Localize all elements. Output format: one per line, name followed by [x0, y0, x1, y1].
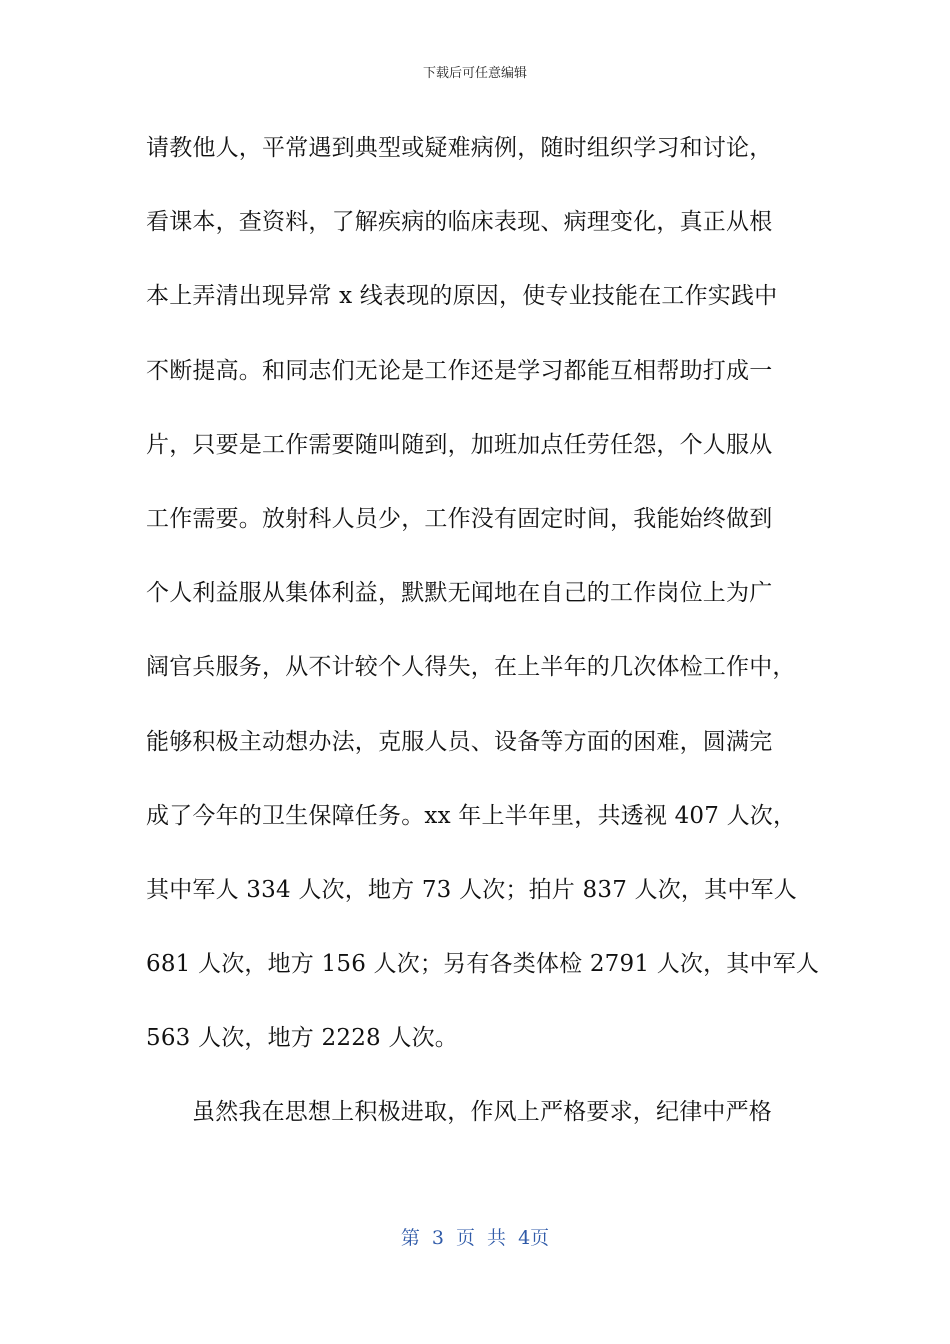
document-body [146, 120, 820, 1159]
body-line-2: 看课本，查资料，了解疾病的临床表现、病理变化，真正从根 [146, 209, 773, 236]
body-line-12: 681 人次，地方 156 人次；另有各类体检 2791 人次，其中军人 [146, 951, 820, 978]
body-line-3: 本上弄清出现异常 x 线表现的原因，使专业技能在工作实践中 [146, 283, 778, 310]
page-header: 下载后可任意编辑 [422, 66, 527, 81]
body-line-10: 成了今年的卫生保障任务。xx 年上半年里，共透视 407 人次， [146, 802, 797, 829]
body-line-6: 工作需要。放射科人员少，工作没有固定时间，我能始终做到 [146, 505, 773, 532]
body-line-13: 563 人次，地方 2228 人次。 [146, 1025, 458, 1052]
page-number-footer: 第 3 页 共 4页 [400, 1227, 550, 1249]
body-line-14-paragraph-start: 虽然我在思想上积极进取，作风上严格要求，纪律中严格 [192, 1099, 772, 1126]
body-line-9: 能够积极主动想办法，克服人员、设备等方面的困难，圆满完 [146, 728, 773, 755]
body-line-5: 片，只要是工作需要随叫随到，加班加点任劳任怨，个人服从 [146, 431, 773, 458]
body-line-11: 其中军人 334 人次，地方 73 人次；拍片 837 人次，其中军人 [146, 876, 797, 903]
body-line-7: 个人利益服从集体利益，默默无闻地在自己的工作岗位上为广 [146, 580, 773, 607]
body-line-8: 阔官兵服务，从不计较个人得失，在上半年的几次体检工作中， [146, 654, 796, 681]
body-line-4: 不断提高。和同志们无论是工作还是学习都能互相帮助打成一 [146, 357, 773, 384]
body-line-1: 请教他人，平常遇到典型或疑难病例，随时组织学习和讨论， [146, 135, 773, 161]
